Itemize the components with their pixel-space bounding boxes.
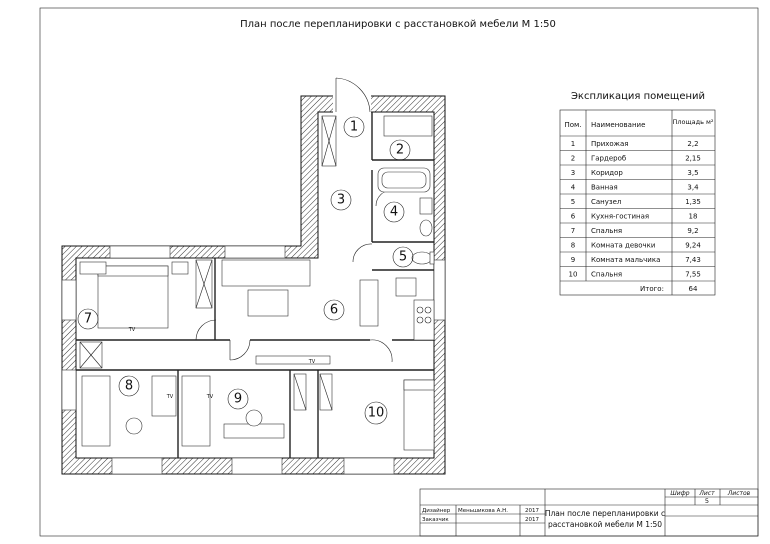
explication-title: Экспликация помещений xyxy=(570,91,706,102)
row-num: 9 xyxy=(570,255,576,264)
furniture-room-10 xyxy=(404,380,434,450)
cipher-label: Шифр xyxy=(670,490,690,497)
row-area: 2,15 xyxy=(685,154,701,163)
row-name: Ванная xyxy=(591,183,618,192)
row-area: 9,24 xyxy=(685,241,701,250)
row-num: 8 xyxy=(570,241,576,250)
window xyxy=(110,246,170,258)
row-area: 1,35 xyxy=(685,197,701,206)
window xyxy=(225,246,285,258)
client-year: 2017 xyxy=(525,517,539,523)
total-value: 64 xyxy=(688,285,698,293)
room-number: 2 xyxy=(395,142,405,158)
row-name: Санузел xyxy=(591,197,622,206)
window xyxy=(232,458,282,474)
row-name: Спальня xyxy=(591,270,623,279)
row-num: 4 xyxy=(570,183,576,192)
bed-room-7 xyxy=(80,262,188,328)
room-number: 6 xyxy=(329,302,339,318)
row-name: Гардероб xyxy=(591,154,627,163)
table-rows xyxy=(560,140,715,279)
sheet-title-line2: расстановкой мебели М 1:50 xyxy=(547,520,663,529)
tv-label: TV xyxy=(166,394,174,400)
tv-label: TV xyxy=(308,359,316,365)
kitchen-units xyxy=(360,278,434,340)
room-number: 8 xyxy=(124,378,134,394)
row-num: 7 xyxy=(570,226,576,235)
room-number: 1 xyxy=(349,119,359,135)
row-area: 7,43 xyxy=(685,255,701,264)
sheet-title-line1: План после перепланировки с xyxy=(544,509,666,518)
window xyxy=(434,260,445,320)
designer-year: 2017 xyxy=(525,508,539,514)
row-num: 3 xyxy=(570,168,576,177)
row-area: 2,2 xyxy=(687,139,699,148)
tv-label: TV xyxy=(206,394,214,400)
sheet-number: 5 xyxy=(704,497,710,505)
total-label: Итого: xyxy=(640,285,664,293)
tv-label: TV xyxy=(128,327,136,333)
explication-table xyxy=(560,91,715,295)
designer-name: Меньшикова А.Н. xyxy=(458,508,509,514)
sheet-label: Лист xyxy=(699,490,715,497)
furniture-room-9 xyxy=(182,376,284,446)
row-name: Комната девочки xyxy=(591,241,656,250)
room-number: 10 xyxy=(367,405,385,421)
row-num: 6 xyxy=(570,212,576,221)
window xyxy=(62,370,76,410)
row-area: 9,2 xyxy=(687,226,699,235)
living-furniture xyxy=(222,260,330,364)
col-header-area: Площадь м² xyxy=(672,118,714,126)
entry-opening xyxy=(333,92,371,114)
row-name: Прихожая xyxy=(591,139,629,148)
row-area: 3,4 xyxy=(687,183,699,192)
window xyxy=(112,458,162,474)
row-num: 5 xyxy=(570,197,576,206)
drawing-title: План после перепланировки с расстановкой мебели М 1:50 xyxy=(240,19,556,30)
row-name: Коридор xyxy=(591,168,623,177)
row-num: 2 xyxy=(570,154,576,163)
sheets-label: Листов xyxy=(727,490,751,497)
window xyxy=(344,458,394,474)
row-name: Комната мальчика xyxy=(591,255,661,264)
room-number: 9 xyxy=(233,391,243,407)
row-area: 3,5 xyxy=(687,168,699,177)
designer-label: Дизайнер xyxy=(422,508,451,514)
row-area: 7,55 xyxy=(685,270,701,279)
window xyxy=(62,280,76,320)
col-header-num: Пом. xyxy=(564,121,582,129)
row-name: Спальня xyxy=(591,226,623,235)
room-number: 4 xyxy=(389,204,399,220)
room-number: 5 xyxy=(398,249,408,265)
title-block xyxy=(420,489,758,536)
client-label: Заказчик xyxy=(422,517,449,523)
row-num: 10 xyxy=(568,270,578,279)
row-area: 18 xyxy=(688,212,698,221)
floor-plan xyxy=(62,78,445,474)
room-number: 3 xyxy=(336,192,346,208)
row-num: 1 xyxy=(570,139,576,148)
room-number: 7 xyxy=(83,311,93,327)
row-name: Кухня-гостиная xyxy=(591,212,650,221)
col-header-name: Наименование xyxy=(591,121,646,129)
